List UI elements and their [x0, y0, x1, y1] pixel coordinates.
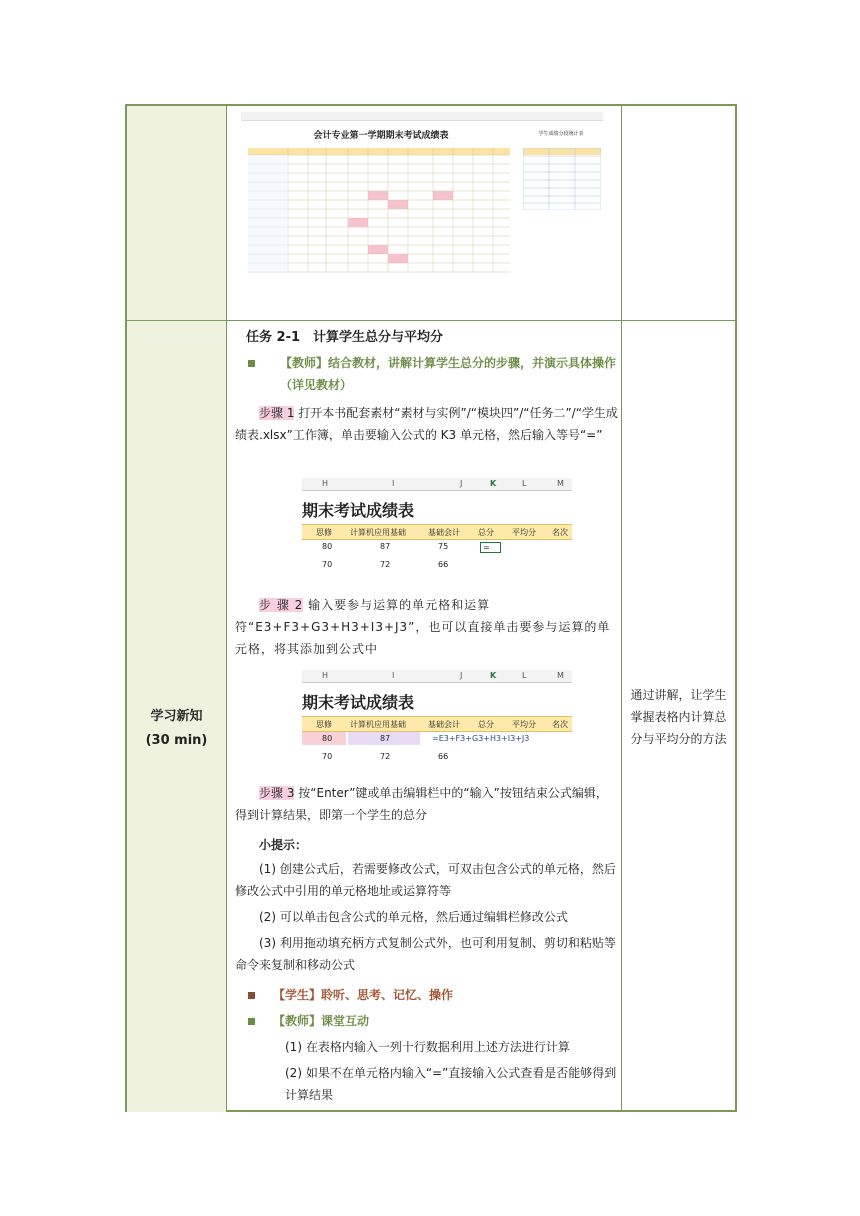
- shot-header-row: 思修 计算机应用基础 基础会计 总分 平均分 名次: [302, 716, 572, 732]
- step1-tag: 步骤 1: [259, 406, 295, 420]
- teacher-interaction: 【教师】课堂互动: [248, 1010, 618, 1032]
- step2-tag: 步 骤 2: [259, 598, 304, 612]
- student-activity: 【学生】聆听、思考、记忆、操作: [248, 984, 618, 1006]
- task-title: 任务 2-1 计算学生总分与平均分: [246, 330, 444, 345]
- spreadsheet-column-header: [241, 112, 603, 121]
- step1-text: 打开本书配套素材“素材与实例”/“模块四”/“任务二”/“学生成绩表.xlsx”工作簿，单击要输入公式的 K3 单元格，然后输入等号“=”: [235, 406, 618, 442]
- step1-paragraph: [235, 402, 619, 446]
- column-divider-2: [621, 106, 622, 1110]
- shot-data-row-1: 80 87 =E3+F3+G3+H3+I3+J3: [302, 732, 572, 746]
- column-letters: H I J K L M: [302, 478, 572, 491]
- formula-screenshot-step1: [302, 478, 572, 574]
- score-grid: [248, 148, 510, 276]
- shot-data-row-1: 80 87 75 =: [302, 540, 572, 554]
- column-letters: H I J K L M: [302, 670, 572, 683]
- interaction-item-1: (1) 在表格内输入一列十行数据利用上述方法进行计算: [285, 1040, 570, 1054]
- shot-header-row: 思修 计算机应用基础 基础会计 总分 平均分 名次: [302, 524, 572, 540]
- tip-1: (1) 创建公式后，若需要修改公式，可双击包含公式的单元格，然后修改公式中引用的单元格地址或运算符等: [235, 862, 616, 898]
- step2-text: 输入要参与运算的单元格和运算符“E3+F3+G3+H3+I3+J3”，也可以直接单击要参与运算的单元格，将其添加到公式中: [235, 598, 611, 656]
- stats-grid: [523, 148, 601, 210]
- shot-title: 期末考试成绩表: [302, 693, 415, 712]
- column-divider-1: [226, 106, 227, 1110]
- step3-tag: 步骤 3: [259, 786, 295, 800]
- left-cell-top: [127, 106, 226, 320]
- row-divider: [127, 320, 735, 321]
- section-duration: (30 min): [145, 733, 208, 748]
- formula-screenshot-step2: [302, 670, 572, 770]
- score-spreadsheet-image: [241, 112, 603, 282]
- tips-title: 小提示：: [259, 838, 308, 852]
- step3-text: 按“Enter”键或单击编辑栏中的“输入”按钮结束公式编辑，得到计算结果，即第一个学生的总分: [235, 786, 608, 822]
- tip-3: (3) 利用拖动填充柄方式复制公式外，也可利用复制、剪切和粘贴等命令来复制和移动公式: [235, 936, 616, 972]
- shot-data-row-2: 70 72 66: [322, 560, 449, 569]
- step2-paragraph: [235, 594, 619, 660]
- section-label: 学习新知: [150, 709, 203, 724]
- shot-data-row-2: 70 72 66: [322, 752, 449, 761]
- step3-paragraph: [235, 782, 619, 826]
- stats-table-title: 学生成绩分段统计表: [538, 131, 584, 137]
- teaching-goal-note: 通过讲解，让学生掌握表格内计算总分与平均分的方法: [630, 688, 727, 746]
- tip-2: (2) 可以单击包含公式的单元格，然后通过编辑栏修改公式: [259, 910, 568, 924]
- spreadsheet-title: 会计专业第一学期期末考试成绩表: [313, 131, 449, 141]
- shot-title: 期末考试成绩表: [302, 501, 415, 520]
- teacher-intro: 【教师】结合教材，讲解计算学生总分的步骤，并演示具体操作（详见教材）: [280, 356, 617, 392]
- interaction-item-2: (2) 如果不在单元格内输入“=”直接输入公式查看是否能够得到计算结果: [285, 1066, 617, 1102]
- lesson-table: [125, 104, 737, 1112]
